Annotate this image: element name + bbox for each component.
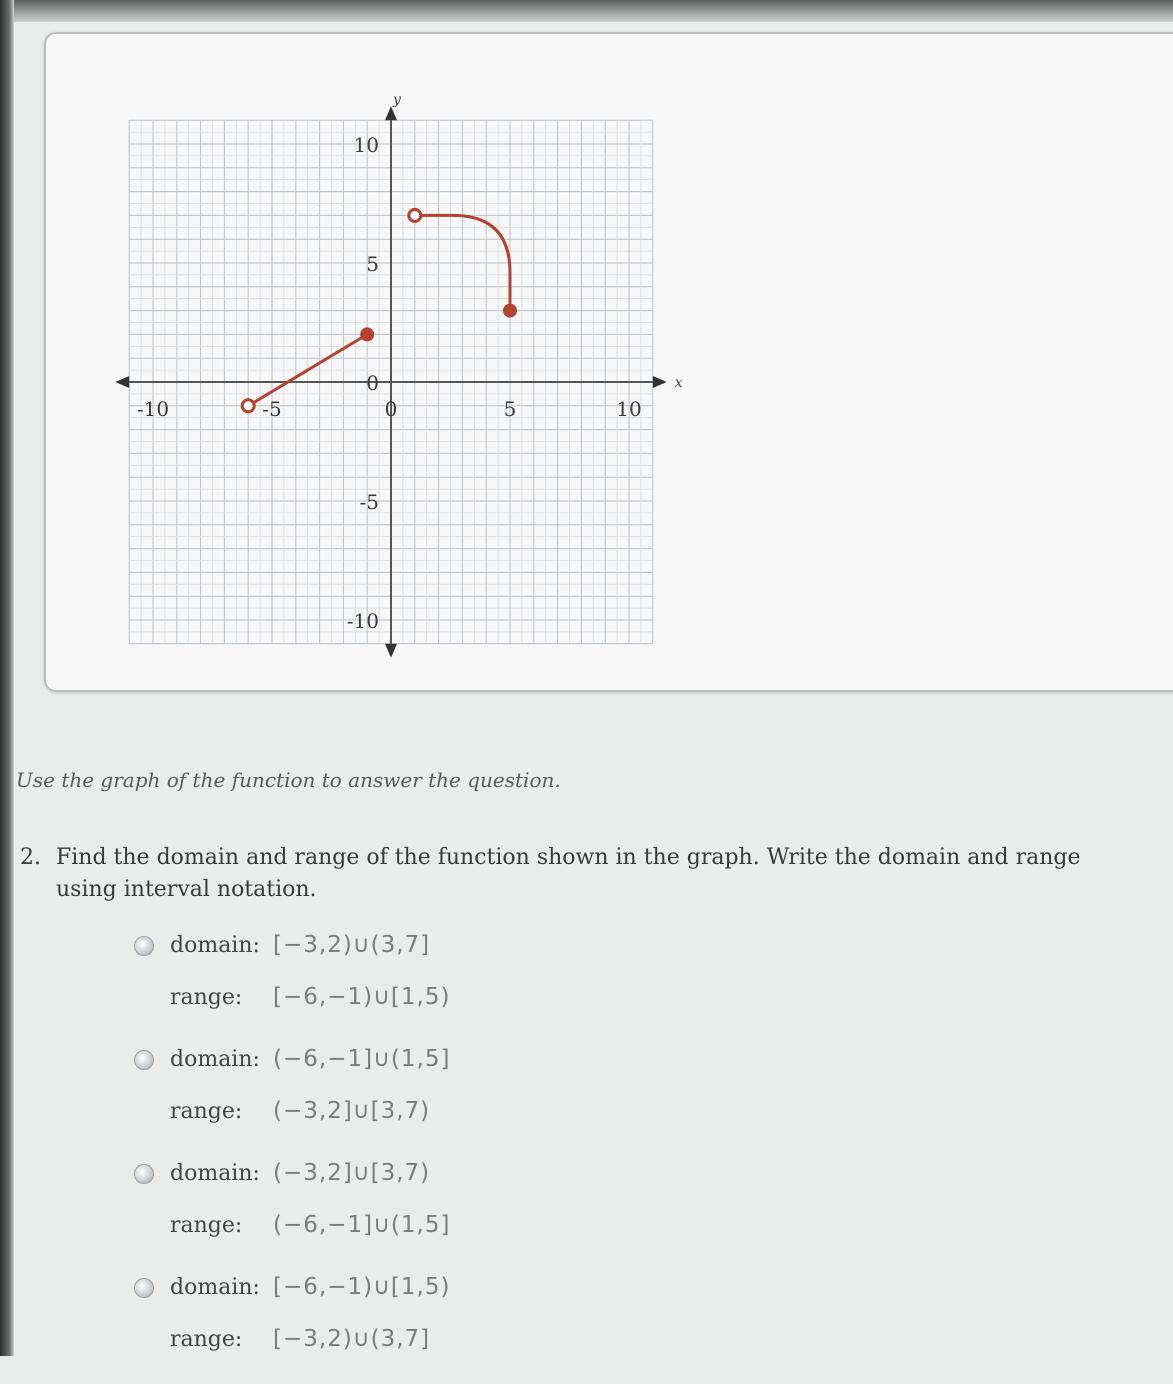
radio-button[interactable] bbox=[134, 1164, 154, 1184]
range-line bbox=[170, 1098, 430, 1124]
domain-value: [−3,2)∪(3,7] bbox=[273, 932, 431, 958]
y-axis-arrow-down bbox=[385, 644, 397, 658]
domain-label: domain: bbox=[170, 933, 260, 958]
y-tick-label: 5 bbox=[366, 252, 379, 276]
question-line-2: using interval notation. bbox=[56, 877, 317, 902]
x-tick-label: 10 bbox=[616, 397, 642, 421]
domain-label: domain: bbox=[170, 1047, 260, 1072]
range-line bbox=[170, 1326, 430, 1352]
radio-button[interactable] bbox=[134, 1278, 154, 1298]
open-endpoint bbox=[242, 400, 254, 412]
domain-line bbox=[170, 932, 430, 958]
domain-value: [−6,−1)∪[1,5) bbox=[273, 1274, 451, 1300]
function-graph bbox=[46, 34, 806, 674]
range-label: range: bbox=[170, 1213, 243, 1238]
question-number: 2. bbox=[20, 845, 41, 870]
question-line-1 bbox=[20, 845, 1081, 870]
y-tick-label: -5 bbox=[359, 490, 379, 514]
x-tick-label: -5 bbox=[262, 397, 282, 421]
radio-button[interactable] bbox=[134, 936, 154, 956]
monitor-left-edge bbox=[0, 0, 14, 1356]
y-axis-arrow-up bbox=[385, 106, 397, 120]
range-value: [−6,−1)∪[1,5) bbox=[273, 984, 451, 1010]
y-tick-label: -10 bbox=[346, 609, 379, 633]
monitor-top-edge bbox=[0, 0, 1173, 22]
domain-line bbox=[170, 1160, 430, 1186]
range-value: (−6,−1]∪(1,5] bbox=[273, 1212, 451, 1238]
question bbox=[20, 842, 1170, 906]
instructions-text: Use the graph of the function to answer the question. bbox=[16, 768, 561, 792]
x-axis-arrow-right bbox=[653, 376, 667, 388]
range-line bbox=[170, 984, 450, 1010]
range-label: range: bbox=[170, 985, 243, 1010]
domain-line bbox=[170, 1274, 450, 1300]
y-axis-letter: y bbox=[393, 92, 401, 109]
question-text: Find the domain and range of the function shown in the graph. Write the domain and range bbox=[56, 845, 1081, 870]
x-axis-letter: x bbox=[674, 375, 683, 391]
domain-label: domain: bbox=[170, 1275, 260, 1300]
domain-value: (−3,2]∪[3,7) bbox=[273, 1160, 431, 1186]
y-tick-label: 10 bbox=[353, 133, 379, 157]
domain-label: domain: bbox=[170, 1161, 260, 1186]
range-line bbox=[170, 1212, 450, 1238]
x-tick-label: -10 bbox=[136, 397, 170, 421]
domain-value: (−6,−1]∪(1,5] bbox=[273, 1046, 451, 1072]
open-endpoint bbox=[409, 209, 421, 221]
range-value: [−3,2)∪(3,7] bbox=[273, 1326, 431, 1352]
range-label: range: bbox=[170, 1099, 243, 1124]
x-tick-label: 5 bbox=[503, 397, 517, 421]
x-tick-label: 0 bbox=[384, 397, 398, 421]
closed-endpoint bbox=[503, 304, 517, 318]
x-axis-arrow-left bbox=[115, 376, 129, 388]
y-tick-label: 0 bbox=[366, 371, 379, 395]
closed-endpoint bbox=[360, 327, 374, 341]
range-label: range: bbox=[170, 1327, 243, 1352]
graph-panel bbox=[44, 32, 1173, 692]
radio-button[interactable] bbox=[134, 1050, 154, 1070]
domain-line bbox=[170, 1046, 450, 1072]
range-value: (−3,2]∪[3,7) bbox=[273, 1098, 431, 1124]
